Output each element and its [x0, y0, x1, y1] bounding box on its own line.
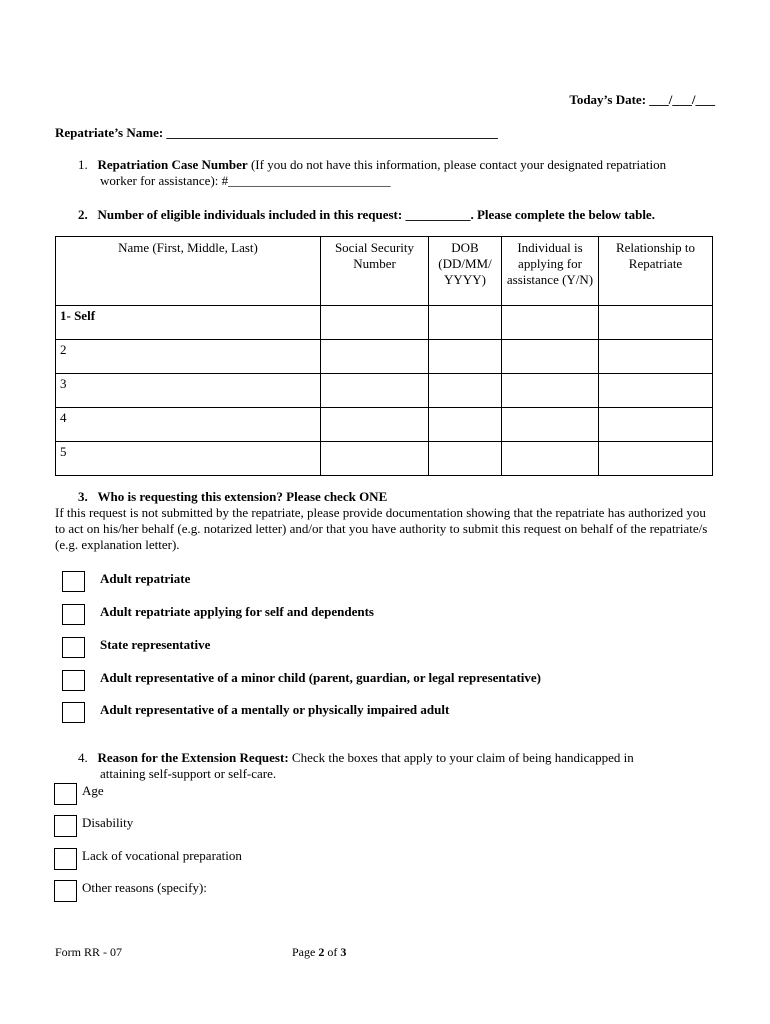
ssn-cell[interactable] — [321, 408, 429, 442]
question-2-number: 2. — [78, 207, 88, 222]
row-label-cell[interactable] — [56, 340, 321, 374]
requester-option-label: State representative — [100, 637, 211, 652]
individuals-table — [55, 236, 713, 476]
table-row — [56, 306, 713, 340]
row-label: 2 — [60, 342, 67, 357]
todays-date-field[interactable]: Today’s Date: ___/___/___ — [569, 92, 715, 107]
reason-checkbox[interactable] — [54, 783, 77, 805]
dob-cell[interactable] — [429, 340, 502, 374]
row-label: 3 — [60, 376, 67, 391]
row-label-cell[interactable] — [56, 374, 321, 408]
question-3-title: Who is requesting this extension? Please check ONE — [97, 489, 388, 504]
applying-cell[interactable] — [502, 306, 599, 340]
requester-checkbox[interactable] — [62, 637, 85, 658]
form-id: Form RR - 07 — [55, 945, 123, 959]
requester-option-label: Adult representative of a minor child (parent, guardian, or legal representative) — [100, 670, 542, 685]
table-row — [56, 374, 713, 408]
dob-cell[interactable] — [429, 374, 502, 408]
dob-cell[interactable] — [429, 408, 502, 442]
row-label: 5 — [60, 444, 67, 459]
relationship-cell[interactable] — [599, 306, 713, 340]
requester-option-label: Adult representative of a mentally or physically impaired adult — [100, 702, 450, 717]
reason-label: Age — [82, 783, 104, 798]
header-name: Name (First, Middle, Last) — [56, 237, 321, 306]
reason-label: Lack of vocational preparation — [82, 848, 242, 863]
ssn-cell[interactable] — [321, 442, 429, 476]
repatriate-name-field[interactable]: Repatriate’s Name: ___________________________________________________ — [55, 125, 498, 140]
applying-cell[interactable] — [502, 340, 599, 374]
question-4-text: Check the boxes that apply to your claim of being handicapped in — [288, 750, 634, 765]
reason-checkbox[interactable] — [54, 848, 77, 870]
reason-label: Reason for the Extension Request: — [97, 750, 289, 765]
question-1-number: 1. — [78, 157, 88, 172]
table-row — [56, 340, 713, 374]
row-label-cell[interactable] — [56, 442, 321, 476]
applying-cell[interactable] — [502, 442, 599, 476]
reason-label: Disability — [82, 815, 134, 830]
page-prefix: Page — [292, 945, 319, 959]
question-3-number: 3. — [78, 489, 88, 504]
page-total: 3 — [340, 945, 347, 959]
row-label-cell[interactable] — [56, 306, 321, 340]
page-of: of — [324, 945, 341, 959]
requester-checkbox[interactable] — [62, 702, 85, 723]
question-3 — [78, 489, 387, 505]
question-4 — [78, 750, 634, 766]
table-row — [56, 442, 713, 476]
reason-checkbox[interactable] — [54, 815, 77, 837]
relationship-cell[interactable] — [599, 442, 713, 476]
question-2-text: Number of eligible individuals included in this request: __________. Please complete the below table. — [97, 207, 655, 222]
header-applying: Individual is applying for assistance (Y/N) — [502, 237, 599, 306]
table-row — [56, 408, 713, 442]
dob-cell[interactable] — [429, 306, 502, 340]
relationship-cell[interactable] — [599, 408, 713, 442]
page-current: 2 — [318, 945, 325, 959]
question-3-instructions: If this request is not submitted by the repatriate, please provide documentation showing that the repatriate has authorized you to act on his/her behalf (e.g. notarized letter) and/or that you have authority to submit this request on behalf of the repatriate/s (e.g. explanation letter). — [55, 505, 708, 552]
table-header-row — [56, 237, 713, 306]
question-4-text-line2: attaining self-support or self-care. — [100, 766, 277, 781]
requester-checkbox[interactable] — [62, 604, 85, 625]
dob-cell[interactable] — [429, 442, 502, 476]
question-4-number: 4. — [78, 750, 88, 765]
question-2 — [78, 207, 655, 223]
header-ssn: Social Security Number — [321, 237, 429, 306]
case-number-label: Repatriation Case Number — [97, 157, 248, 172]
case-number-field[interactable]: worker for assistance): #_________________________ — [100, 173, 391, 188]
applying-cell[interactable] — [502, 408, 599, 442]
row-label-cell[interactable] — [56, 408, 321, 442]
requester-option-label: Adult repatriate applying for self and dependents — [100, 604, 374, 619]
question-1 — [78, 157, 666, 173]
row-label: 4 — [60, 410, 67, 425]
requester-checkbox[interactable] — [62, 670, 85, 691]
relationship-cell[interactable] — [599, 340, 713, 374]
requester-checkbox[interactable] — [62, 571, 85, 592]
question-1-text: (If you do not have this information, please contact your designated repatriation — [247, 157, 667, 172]
reason-checkbox[interactable] — [54, 880, 77, 902]
ssn-cell[interactable] — [321, 340, 429, 374]
page-number — [292, 944, 346, 960]
table-body — [56, 306, 713, 476]
applying-cell[interactable] — [502, 374, 599, 408]
reason-label: Other reasons (specify): — [82, 880, 207, 895]
relationship-cell[interactable] — [599, 374, 713, 408]
header-dob: DOB (DD/MM/ YYYY) — [429, 237, 502, 306]
ssn-cell[interactable] — [321, 374, 429, 408]
row-label: 1- Self — [60, 308, 96, 323]
requester-option-label: Adult repatriate — [100, 571, 191, 586]
ssn-cell[interactable] — [321, 306, 429, 340]
header-relationship: Relationship to Repatriate — [599, 237, 713, 306]
